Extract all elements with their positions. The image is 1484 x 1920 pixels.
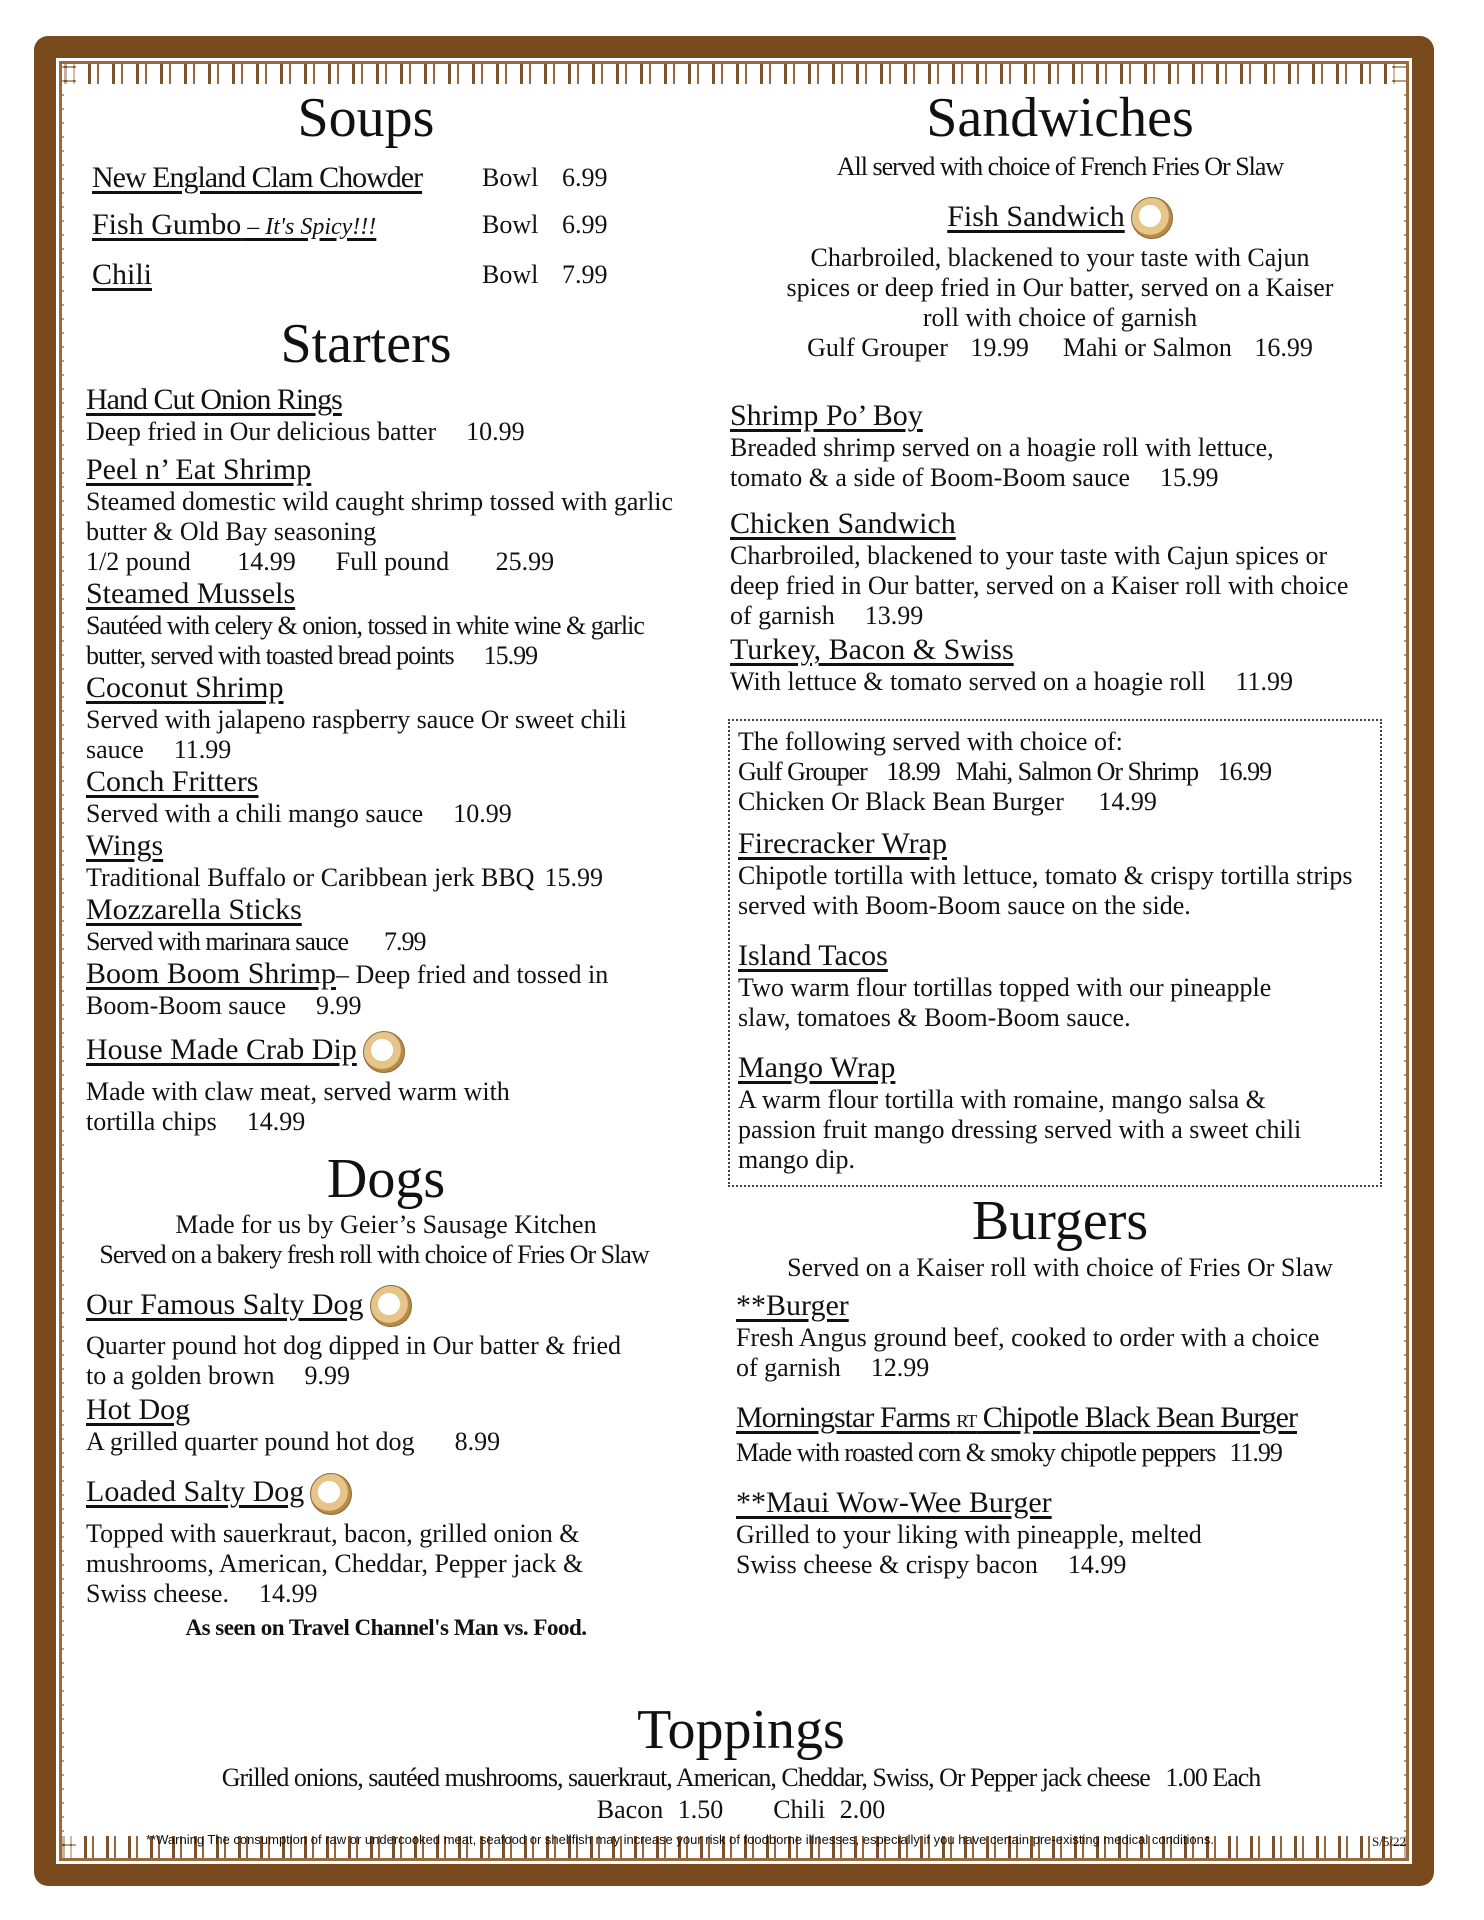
dogs-subtitle: Made for us by Geier’s Sausage Kitchen [175,1210,597,1240]
item-name: Our Famous Salty Dog [86,1288,364,1322]
item-name: Conch Fritters [86,765,259,799]
soup-size: Bowl [482,209,539,239]
soups-title: Soups [297,87,435,149]
item-price: 14.99 [258,1578,318,1608]
burger-maui [736,1486,1390,1580]
item-name: Wings [86,829,164,863]
dogs-subtitle-2: Served on a bakery fresh roll with choice of Fries Or Slaw [99,1240,649,1270]
item-description: Charbroiled, blackened to your taste with Cajun spices or deep fried in Our batter, served on a Kaiser roll with choice of garnish 13.99 [730,540,1349,630]
item-price: 13.99 [864,600,924,630]
dog-salty [86,1288,686,1391]
item-name: Firecracker Wrap [738,826,947,860]
item-price-options: 1/2 pound 14.99 Full pound 25.99 [86,547,555,577]
item-name: Loaded Salty Dog [86,1475,305,1509]
burgers-subtitle: Served on a Kaiser roll with choice of Fries Or Slaw [787,1252,1333,1282]
left-column [86,88,686,1641]
item-name: Morningstar Farms RT Chipotle Black Bean Burger [736,1400,1297,1434]
sandwich-poboy [730,399,1390,493]
bulldog-icon [363,1031,405,1073]
item-description: Served with marinara sauce 7.99 [86,927,426,957]
item-description: – Deep fried and tossed in Boom-Boom sauce 9.99 [86,960,609,1021]
item-price: 10.99 [453,799,512,829]
soup-size: Bowl [482,259,539,289]
soup-note: – It's Spicy!!! [241,213,377,240]
sandwich-chicken [730,507,1390,631]
item-description: Steamed domestic wild caught shrimp tossed with garlic butter & Old Bay seasoning [86,487,674,547]
soup-name: Chili [92,257,153,291]
item-price: 10.99 [466,417,525,447]
right-column [730,88,1390,1580]
item-description: Sautéed with celery & onion, tossed in white wine & garlic butter, served with toasted bread points 15.99 [86,611,644,671]
toppings-section [86,1700,1396,1826]
item-description: Served with a chili mango sauce 10.99 [86,799,512,829]
starter-mozzarella [86,893,686,957]
food-safety-warning: **Warning The consumption of raw or undercooked meat, seafood or shellfish may increase your risk of foodborne illnesses, especially if you have certain pre-existing medical conditions. [146,1832,1214,1847]
item-description: A grilled quarter pound hot dog 8.99 [86,1427,501,1457]
wrap-firecracker [738,827,1370,921]
item-description: Charbroiled, blackened to your taste with Cajun spices or deep fried in Our batter, served on a Kaiser roll with choice of garnish [786,242,1334,332]
toppings-extras: Bacon 1.50 Chili 2.00 [596,1794,886,1824]
item-description: Two warm flour tortillas topped with our pineapple slaw, tomatoes & Boom-Boom sauce. [738,972,1272,1032]
item-name: **Maui Wow-Wee Burger [736,1485,1052,1519]
item-description: Chipotle tortilla with lettuce, tomato & crispy tortilla strips served with Boom-Boom sauce on the side. [738,860,1353,920]
soup-name: New England Clam Chowder [92,160,423,194]
soup-item [92,201,686,251]
item-name: Peel n’ Eat Shrimp [86,453,312,487]
item-price: 15.99 [483,641,538,671]
item-price: 14.99 [1067,1549,1127,1579]
item-price: 9.99 [304,1361,350,1391]
item-description: Topped with sauerkraut, bacon, grilled onion & mushrooms, American, Cheddar, Pepper jack & Swiss cheese. 14.99 [86,1518,584,1608]
item-name: Mango Wrap [738,1050,896,1084]
item-price: 15.99 [1160,462,1219,492]
toppings-list: Grilled onions, sautéed mushrooms, sauerkraut, American, Cheddar, Swiss, Or Pepper jack cheese 1.00 Each [221,1762,1261,1792]
item-description: Breaded shrimp served on a hoagie roll with lettuce, tomato & a side of Boom-Boom sauce 15.99 [730,432,1274,492]
starter-crab-dip [86,1033,686,1136]
starter-wings [86,829,686,893]
item-name: **Burger [736,1288,849,1322]
item-price: 12.99 [870,1352,930,1382]
starter-conch-fritters [86,765,686,829]
dog-hot [86,1393,686,1457]
soup-size: Bowl [482,162,539,192]
item-description: Made with claw meat, served warm with tortilla chips 14.99 [86,1076,510,1136]
sandwiches-subtitle: All served with choice of French Fries Or Slaw [836,151,1284,181]
item-price: 8.99 [454,1427,501,1457]
item-price: 11.99 [1235,666,1294,696]
starter-boom-shrimp [86,957,686,1021]
starter-coconut-shrimp [86,671,686,765]
starters-title: Starters [280,312,452,375]
soup-price: 6.99 [562,162,608,192]
item-description: Grilled to your liking with pineapple, melted Swiss cheese & crispy bacon 14.99 [736,1519,1202,1579]
soup-item [92,154,686,201]
item-description: Traditional Buffalo or Caribbean jerk BBQ 15.99 [86,863,603,893]
item-price-options: Gulf Grouper 19.99 Mahi or Salmon 16.99 [807,332,1313,362]
item-name: Boom Boom Shrimp [86,957,337,991]
wrap-island-tacos [738,939,1370,1033]
item-description: With lettuce & tomato served on a hoagie roll 11.99 [730,666,1294,696]
item-price: 15.99 [544,863,603,893]
box-price-options-2: Chicken Or Black Bean Burger 14.99 [738,786,1157,816]
sandwich-fish [730,200,1390,363]
item-name: House Made Crab Dip [86,1033,357,1067]
bulldog-icon [370,1285,412,1327]
tv-feature-note: As seen on Travel Channel's Man vs. Food. [185,1614,587,1640]
item-description: Quarter pound hot dog dipped in Our batter & fried to a golden brown 9.99 [86,1331,622,1391]
item-name: Fish Sandwich [947,199,1125,233]
item-description: Made with roasted corn & smoky chipotle peppers 11.99 [736,1437,1282,1467]
item-price: 9.99 [316,991,362,1021]
bulldog-icon [310,1473,352,1515]
item-name: Chicken Sandwich [730,506,956,540]
burgers-title: Burgers [971,1189,1149,1252]
item-name: Steamed Mussels [86,577,296,611]
box-header: The following served with choice of: [738,726,1123,756]
wrap-mango [738,1051,1370,1175]
item-description: A warm flour tortilla with romaine, mango salsa & passion fruit mango dressing served with a sweet chili mango dip. [738,1084,1302,1174]
soup-item [92,251,686,298]
starter-onion-rings [86,383,686,447]
item-price: 7.99 [384,927,426,957]
menu-date-code: S/5/22 [1372,1834,1406,1849]
item-name: Hand Cut Onion Rings [86,383,342,417]
item-description: Fresh Angus ground beef, cooked to order with a choice of garnish 12.99 [736,1322,1320,1382]
item-name: Shrimp Po’ Boy [730,398,923,432]
item-name: Turkey, Bacon & Swiss [730,632,1014,666]
sandwich-turkey [730,633,1390,697]
burger-morningstar [736,1401,1390,1468]
soups-list [92,154,686,298]
starter-peel-shrimp [86,453,686,577]
item-name: Hot Dog [86,1393,191,1427]
bulldog-icon [1131,197,1173,239]
wrap-options-box [728,719,1382,1187]
dogs-title: Dogs [326,1147,446,1210]
item-price: 14.99 [246,1106,306,1136]
item-description: Deep fried in Our delicious batter 10.99 [86,417,525,447]
dog-loaded [86,1475,686,1608]
sandwiches-title: Sandwiches [926,87,1194,149]
soup-name-wrap [92,201,482,251]
starter-mussels [86,577,686,671]
item-name: Coconut Shrimp [86,671,284,705]
toppings-title: Toppings [637,1699,845,1761]
item-price: 11.99 [1229,1437,1282,1467]
soup-price: 6.99 [562,209,608,239]
item-name: Mozzarella Sticks [86,893,302,927]
soup-price: 7.99 [562,259,608,289]
soup-name: Fish Gumbo [92,207,242,241]
burger-classic [736,1289,1390,1383]
item-description: Served with jalapeno raspberry sauce Or sweet chili sauce 11.99 [86,705,627,765]
item-price: 11.99 [173,735,232,765]
item-name: Island Tacos [738,938,888,972]
box-price-options: Gulf Grouper 18.99 Mahi, Salmon Or Shrimp 16.99 [738,756,1272,786]
